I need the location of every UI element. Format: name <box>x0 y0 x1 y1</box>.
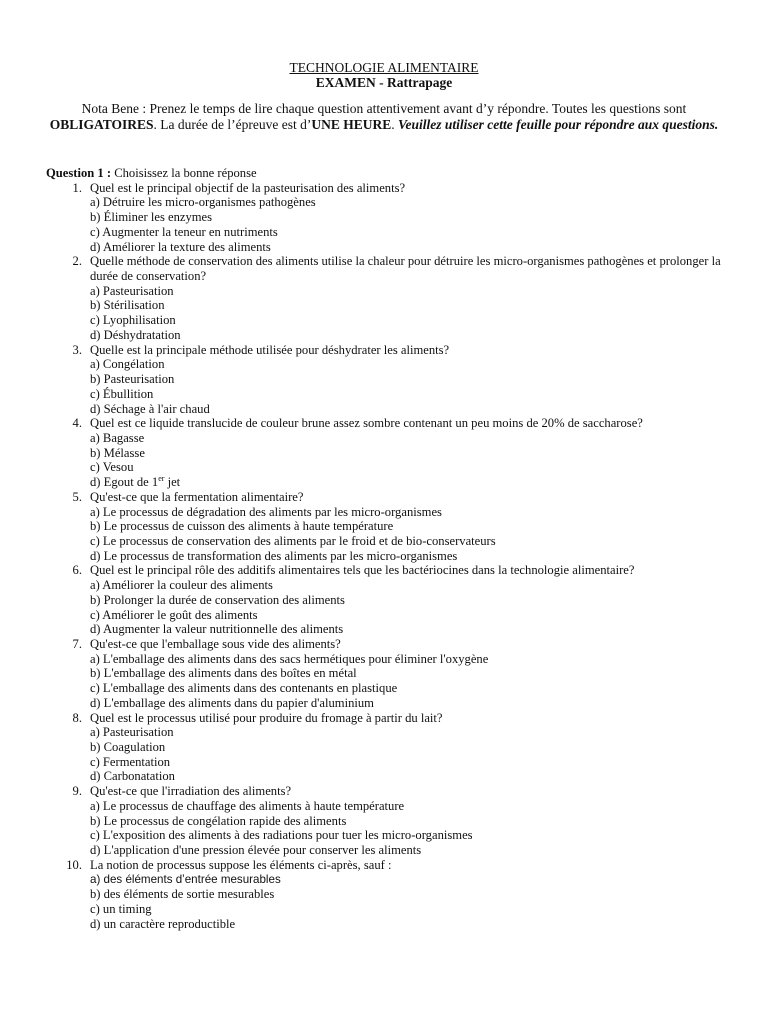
question-item <box>46 343 726 358</box>
nota-text-1: Nota Bene : Prenez le temps de lire chaque question attentivement avant d’y répondre. Toutes les questions sont <box>81 101 687 116</box>
question-item <box>46 784 726 799</box>
answer-option: a) Le processus de chauffage des aliments à haute température <box>90 798 405 813</box>
answer-option: c) un timing <box>90 901 152 916</box>
answer-option: b) L'emballage des aliments dans des boîtes en métal <box>90 666 357 681</box>
question-item <box>46 711 726 726</box>
question-block <box>46 858 726 932</box>
answer-option: d) Carbonatation <box>90 769 175 784</box>
ordinal-superscript: er <box>158 474 165 484</box>
question-number: 10. <box>66 857 82 872</box>
answer-option: a) Détruire les micro-organismes pathogènes <box>90 195 316 210</box>
answer-option: a) Congélation <box>90 357 165 372</box>
question-item <box>46 563 726 578</box>
question-item <box>46 490 726 505</box>
nota-bold-obligatoires: OBLIGATOIRES <box>49 117 154 132</box>
answer-option: b) Le processus de congélation rapide des aliments <box>90 813 347 828</box>
answer-option: a) Bagasse <box>90 430 145 445</box>
question-block <box>46 490 726 564</box>
question-number: 9. <box>72 784 82 799</box>
answer-option: b) Le processus de cuisson des aliments à haute température <box>90 519 394 534</box>
answer-option: a) Pasteurisation <box>90 283 174 298</box>
question-number: 7. <box>72 637 82 651</box>
section-heading <box>46 166 726 181</box>
question-number: 2. <box>72 254 82 269</box>
exam-header <box>0 60 768 90</box>
answer-option: b) Coagulation <box>90 740 166 755</box>
questions-container <box>46 181 726 932</box>
answer-option: c) Améliorer le goût des aliments <box>90 607 258 622</box>
question-number: 6. <box>72 563 82 578</box>
answer-option: a) L'emballage des aliments dans des sacs hermétiques pour éliminer l'oxygène <box>90 651 489 666</box>
question-text: Quelle méthode de conservation des aliments utilise la chaleur pour détruire les micro-organismes pathogènes et prolonger la durée de conservation? <box>90 254 721 284</box>
exam-title: TECHNOLOGIE ALIMENTAIRE <box>289 60 479 75</box>
question-item <box>46 858 726 873</box>
answer-option: c) Augmenter la teneur en nutriments <box>90 224 278 239</box>
answer-option: d) Déshydratation <box>90 327 181 342</box>
question-text: Quel est le principal objectif de la pasteurisation des aliments? <box>90 180 406 195</box>
answer-option: a) Le processus de dégradation des aliments par les micro-organismes <box>90 504 442 519</box>
answer-option: c) Lyophilisation <box>90 313 176 328</box>
question-number: 5. <box>72 489 82 504</box>
question-text: Quelle est la principale méthode utilisée pour déshydrater les aliments? <box>90 342 450 357</box>
answer-option-text: d) Egout de 1 <box>90 475 159 490</box>
answer-option: a) Améliorer la couleur des aliments <box>90 578 273 593</box>
question-text: Qu'est-ce que la fermentation alimentaire? <box>90 489 304 504</box>
answer-option: c) L'emballage des aliments dans des contenants en plastique <box>90 681 398 696</box>
answer-option: c) Vesou <box>90 460 134 475</box>
question-number: 8. <box>72 710 82 725</box>
answer-option: a) Pasteurisation <box>90 725 174 740</box>
answer-option <box>46 475 726 490</box>
question-block <box>46 343 726 417</box>
nota-bold-duree: UNE HEURE <box>311 117 392 132</box>
exam-subtitle: EXAMEN - Rattrapage <box>315 75 453 90</box>
answer-option: d) Augmenter la valeur nutritionnelle des aliments <box>90 622 344 637</box>
question-number: 4. <box>72 416 82 431</box>
answer-option: d) L'application d'une pression élevée pour conserver les aliments <box>90 843 422 858</box>
question-item <box>46 637 726 652</box>
answer-option: c) Fermentation <box>90 754 171 769</box>
answer-option: d) Séchage à l'air chaud <box>90 401 210 416</box>
answer-option: d) un caractère reproductible <box>90 916 236 931</box>
nota-instruction: Veuillez utiliser cette feuille pour répondre aux questions. <box>397 117 719 132</box>
question-block <box>46 181 726 255</box>
answer-option: d) Le processus de transformation des aliments par les micro-organismes <box>90 548 458 563</box>
question-text: Quel est le principal rôle des additifs alimentaires tels que les bactériocines dans la technologie alimentaire? <box>90 563 635 578</box>
question-text: Qu'est-ce que l'emballage sous vide des aliments? <box>90 637 341 651</box>
answer-option: d) L'emballage des aliments dans du papier d'aluminium <box>90 695 374 710</box>
answer-option: b) Pasteurisation <box>90 372 175 387</box>
answer-option: b) des éléments de sortie mesurables <box>90 887 275 902</box>
question-text: Qu'est-ce que l'irradiation des aliments? <box>90 784 292 799</box>
question-text: Quel est le processus utilisé pour produire du fromage à partir du lait? <box>90 710 443 725</box>
question-item <box>46 416 726 431</box>
question-item <box>46 181 726 196</box>
question-number: 3. <box>72 342 82 357</box>
question-block <box>46 416 726 490</box>
answer-option: a) des éléments d’entrée mesurables <box>90 872 281 886</box>
nota-text-2: . La durée de l’épreuve est d’ <box>153 117 312 132</box>
question-list <box>46 166 726 931</box>
answer-option: b) Stérilisation <box>90 298 165 313</box>
question-block <box>46 711 726 785</box>
question-block <box>46 563 726 637</box>
question-text: La notion de processus suppose les éléments ci-après, sauf : <box>90 857 392 872</box>
question-block <box>46 254 726 342</box>
question-number: 1. <box>72 180 82 195</box>
answer-option: c) Le processus de conservation des aliments par le froid et de bio-conservateurs <box>90 533 496 548</box>
nota-text-3: . <box>391 117 398 132</box>
answer-option: d) Améliorer la texture des aliments <box>90 239 271 254</box>
question-text: Quel est ce liquide translucide de couleur brune assez sombre contenant un peu moins de 20% de saccharose? <box>90 416 643 431</box>
answer-option-text: jet <box>164 475 181 490</box>
section-instruction: Choisissez la bonne réponse <box>111 166 257 180</box>
answer-option: b) Prolonger la durée de conservation des aliments <box>90 592 345 607</box>
question-block <box>46 784 726 858</box>
section-label: Question 1 : <box>46 166 112 180</box>
answer-option: b) Mélasse <box>90 445 145 460</box>
nota-bene <box>46 101 722 133</box>
answer-option: c) L'exposition des aliments à des radiations pour tuer les micro-organismes <box>90 828 473 843</box>
answer-option: c) Ébullition <box>90 386 154 401</box>
question-block <box>46 637 726 711</box>
answer-option: b) Éliminer les enzymes <box>90 210 213 225</box>
question-item <box>46 254 726 283</box>
